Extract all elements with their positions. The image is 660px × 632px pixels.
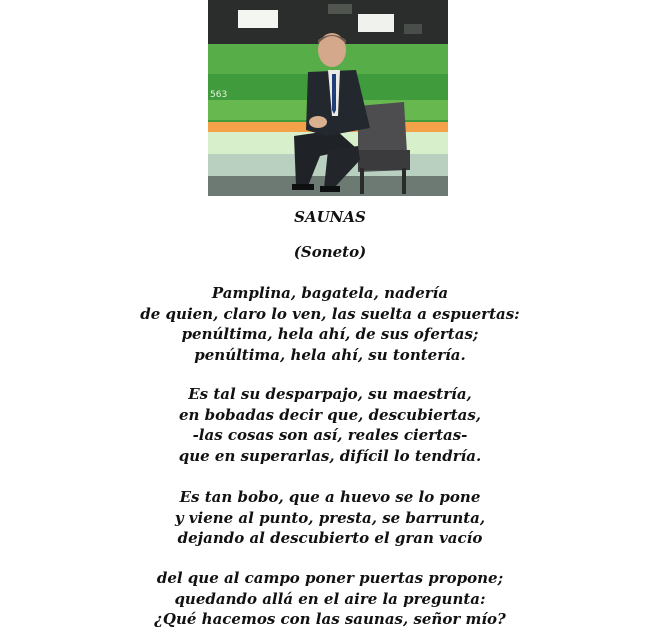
verse-line: en bobadas decir que, descubiertas, — [178, 405, 482, 424]
verse-line: -las cosas son así, reales ciertas- — [192, 426, 468, 444]
verse-line: de quien, claro lo ven, las suelta a espuertas: — [140, 304, 520, 323]
tv-studio-photo — [208, 0, 448, 196]
stanza-4 — [0, 568, 660, 630]
stanza-3 — [0, 487, 660, 549]
verse-line: y viene al punto, presta, se barrunta, — [174, 508, 486, 527]
stanza-1 — [0, 283, 660, 365]
verse-line: que en superarlas, difícil lo tendría. — [178, 446, 482, 465]
verse-line: Es tan bobo, que a huevo se lo pone — [179, 488, 481, 506]
poem-subtitle: (Soneto) — [293, 243, 367, 261]
verse-line: ¿Qué hacemos con las saunas, señor mío? — [154, 610, 506, 628]
verse-line: dejando al descubierto el gran vacío — [177, 529, 483, 547]
verse-line: del que al campo poner puertas propone; — [156, 569, 504, 587]
studio-number: 563 — [210, 90, 228, 100]
verse-line: Es tal su desparpajo, su maestría, — [188, 385, 472, 403]
verse-line: penúltima, hela ahí, su tontería. — [194, 345, 466, 364]
poem-title: SAUNAS — [294, 208, 366, 226]
verse-line: Pamplina, bagatela, nadería — [211, 284, 449, 302]
photo-illustration — [208, 0, 448, 196]
verse-line: penúltima, hela ahí, de sus ofertas; — [181, 325, 479, 343]
verse-line: quedando allá en el aire la pregunta: — [174, 589, 486, 608]
stanza-2 — [0, 384, 660, 466]
